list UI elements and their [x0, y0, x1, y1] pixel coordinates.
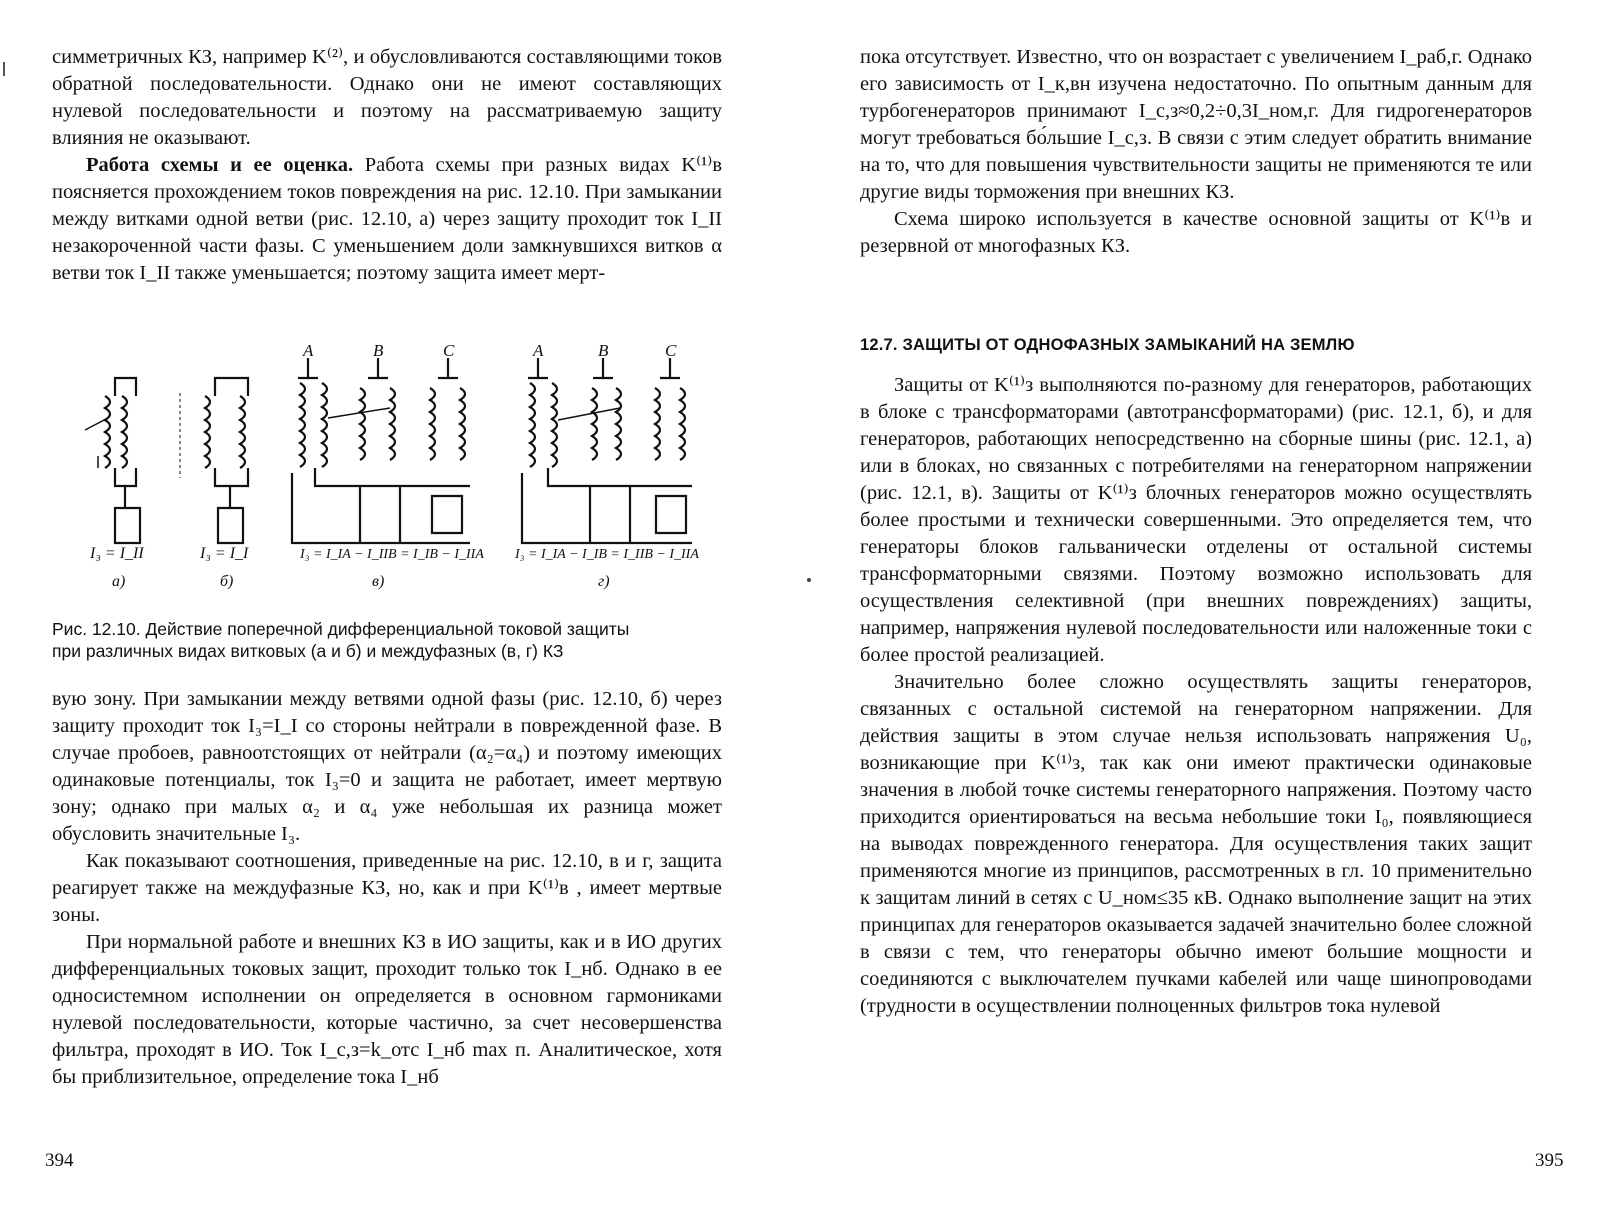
right-paragraph-2: Схема широко используется в качестве основной защиты от K⁽¹⁾в и резервной от многофазных КЗ.	[860, 208, 1532, 257]
left-text-top	[52, 44, 722, 287]
right-paragraph-1: пока отсутствует. Известно, что он возрастает с увеличением I_раб,г. Однако его зависимость от I_к,вн изучена недостаточно. По опытным данным для турбогенераторов принимают I_с,з≈0,2÷0,3I_ном,г. Для гидрогенераторов могут требоваться бо́льшие I_с,з. В связи с этим следует обратить внимание на то, что для повышения чувствительности защиты не применяются те или другие виды торможения при внешних КЗ.	[860, 46, 1532, 203]
right-paragraph-3: Защиты от K⁽¹⁾з выполняются по-разному для генераторов, работающих в блоке с трансформаторами (автотрансформаторами) (рис. 12.1, б), и для генераторов, работающих непосредственно на сборные шины (рис. 12.1, а) или в блоках, но связанных с потребителями на генераторном напряжении (рис. 12.1, в). Защиты от K⁽¹⁾з блочных генераторов можно осуществлять более простыми и технически совершенными. Это определяется тем, что генераторы блоков гальванически отделены от остальной системы трансформаторными связями. Поэтому возможно использовать для осуществления селективной (при внешних повреждениях) защиты, например, напряжения нулевой последовательности или наложенные токи с более простой реализацией.	[860, 374, 1532, 666]
right-page	[800, 0, 1600, 1214]
sublabel-a: а)	[112, 573, 126, 590]
diagram-a	[85, 378, 140, 543]
caption-line-2: при различных видах витковых (а и б) и междуфазных (в, г) КЗ	[52, 641, 564, 661]
sublabel-g: г)	[598, 573, 610, 590]
formula-b: I₃ = I_I	[200, 545, 249, 562]
left-paragraph-2	[52, 152, 722, 287]
diagram-v	[292, 358, 470, 543]
left-text-bottom	[52, 686, 722, 1091]
left-paragraph-2-body: Работа схемы при разных видах K⁽¹⁾в поясняется прохождением токов повреждения на рис. 12.10. При замыкании между витками одной ветви (рис. 12.10, а) через защиту проходит ток I_II незакороченной части фазы. С уменьшением доли замкнувшихся витков α ветви ток I_II также уменьшается; поэтому защита имеет мерт-	[52, 154, 722, 284]
binding-mark	[3, 62, 5, 76]
diagram-g	[522, 358, 692, 543]
phase-label: C	[665, 341, 677, 360]
phase-label: A	[303, 341, 314, 360]
right-text-bottom	[860, 372, 1532, 1020]
formula-a: I₃ = I_II	[90, 545, 144, 562]
circuit-diagram	[60, 338, 710, 608]
phase-label: A	[533, 341, 544, 360]
diagram-b	[180, 378, 248, 543]
left-paragraph-4: Как показывают соотношения, приведенные на рис. 12.10, в и г, защита реагирует также на междуфазные КЗ, но, как и при K⁽¹⁾в , имеет мертвые зоны.	[52, 850, 722, 926]
formula-g: I₃ = I_IA − I_IB = I_IIB − I_IIA	[515, 547, 699, 562]
phase-label: B	[598, 341, 609, 360]
left-paragraph-5: При нормальной работе и внешних КЗ в ИО защиты, как и в ИО других дифференциальных токовых защит, проходит только ток I_нб. Однако в ее односистемном исполнении он определяется в основном гармониками нулевой последовательности, которые частично, за счет несовершенства фильтра, проходят в ИО. Ток I_с,з=k_отс I_нб max п. Аналитическое, хотя бы приблизительное, определение тока I_нб	[52, 931, 722, 1088]
left-paragraph-3: вую зону. При замыкании между ветвями одной фазы (рис. 12.10, б) через защиту проходит ток I₃=I_I со стороны нейтрали в поврежденной фазе. В случае пробоев, равноотстоящих от нейтрали (α₂=α₄) и поэтому имеющих одинаковые потенциалы, ток I₃=0 и защита не работает, имеет мертвую зону; однако при малых α₂ и α₄ уже небольшая их разница может обусловить значительные I₃.	[52, 688, 722, 845]
phase-label: C	[443, 341, 455, 360]
sublabel-v: в)	[372, 573, 385, 590]
figure-12-10	[60, 338, 710, 608]
right-paragraph-4: Значительно более сложно осуществлять защиты генераторов, связанных с остальной системой на генераторном напряжении. Для действия защиты в этом случае нельзя использовать напряжения U₀, возникающие при K⁽¹⁾з, так как они имеют практически одинаковые значения в любой точке системы генераторного напряжения. Поэтому часто приходится ориентироваться на весьма небольшие токи I₀, появляющиеся на выводах поврежденного генератора. Для осуществления таких защит применяются многие из принципов, рассмотренных в гл. 10 применительно к защитам линий в сетях с U_ном≤35 кВ. Однако выполнение защит на этих принципах для генераторов оказывается задачей значительно более сложной в связи с тем, что генераторы обычно имеют большие мощности и соединяются с выключателем пучками кабелей или чаще шинопроводами (трудности в осуществлении полноценных фильтров тока нулевой	[860, 671, 1532, 1017]
caption-line-1: Рис. 12.10. Действие поперечной дифференциальной токовой защиты	[52, 619, 630, 639]
figure-caption	[52, 618, 722, 662]
right-text-top	[860, 44, 1532, 260]
page-number-left: 394	[45, 1150, 74, 1171]
section-run-in-title: Работа схемы и ее оценка.	[86, 154, 354, 176]
phase-label: B	[373, 341, 384, 360]
formula-v: I₃ = I_IA − I_IIB = I_IB − I_IIA	[300, 547, 484, 562]
sublabel-b: б)	[220, 573, 234, 590]
page-number-right: 395	[1535, 1150, 1564, 1171]
section-heading: 12.7. ЗАЩИТЫ ОТ ОДНОФАЗНЫХ ЗАМЫКАНИЙ НА ЗЕМЛЮ	[860, 336, 1355, 354]
left-paragraph-1: симметричных КЗ, например K⁽²⁾, и обусловливаются составляющими токов обратной последовательности. Однако они не имеют составляющих нулевой последовательности и поэтому на рассматриваемую защиту влияния не оказывают.	[52, 46, 722, 149]
